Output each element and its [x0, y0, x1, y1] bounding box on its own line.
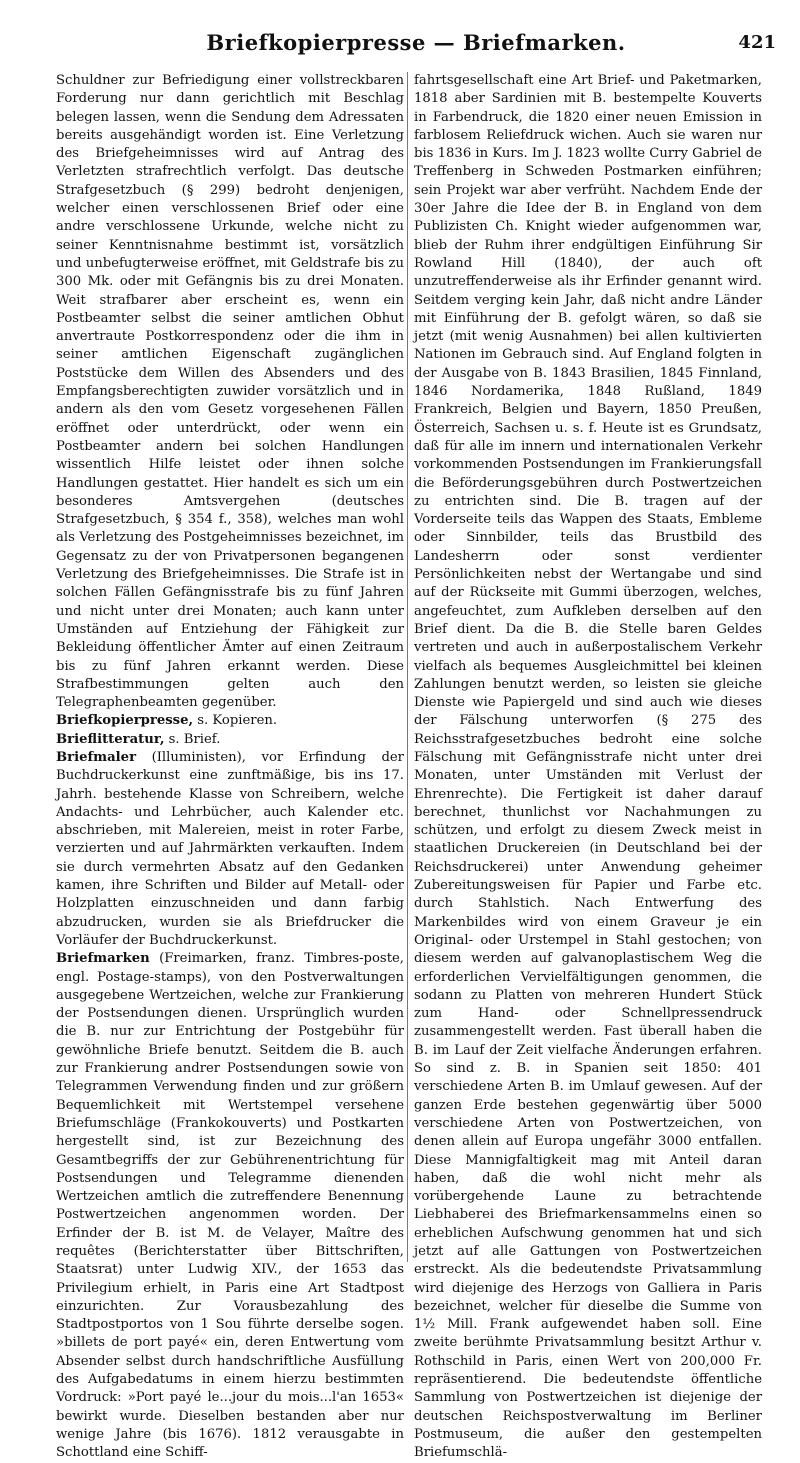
left-column	[56, 72, 404, 1461]
entry-briefmaler	[56, 749, 404, 950]
entry-brieflitteratur	[56, 731, 404, 749]
entry-briefmarken	[56, 950, 404, 1462]
running-title: Briefkopierpresse — Briefmarken.	[206, 30, 626, 55]
paragraph-briefgeheimnis: Schuldner zur Befriedigung einer vollstreckbaren Forderung nur dann gerichtlich mit Beschlag belegen lassen, wenn die Sendung dem Adressaten bereits ausgehändigt worden ist. Eine Verletzung des Briefgeheimnisses wird auf Antrag des Verletzten strafrechtlich verfolgt. Das deutsche Strafgesetzbuch (§ 299) bedroht denjenigen, welcher einen verschlossenen Brief oder eine andre verschlossene Urkunde, welche nicht zu seiner Kenntnisnahme bestimmt ist, vorsätzlich und unbefugterweise eröffnet, mit Geldstrafe bis zu 300 Mk. oder mit Gefängnis bis zu drei Monaten. Weit strafbarer aber erscheint es, wenn ein Postbeamter selbst die seiner amtlichen Obhut anvertraute Postkorrespondenz oder die ihm in seiner amtlichen Eigenschaft zugänglichen Poststücke dem Willen des Absenders und des Empfangsberechtigten zuwider vorsätzlich und in andern als den vom Gesetz vorgesehenen Fällen eröffnet oder unterdrückt, oder wenn ein Postbeamter andern bei solchen Handlungen wissentlich Hilfe leistet oder ihnen solche Handlungen gestattet. Hier handelt es sich um ein besonderes Amtsvergehen (deutsches Strafgesetzbuch, § 354 f., 358), welches man wohl als Verletzung des Postgeheimnisses bezeichnet, im Gegensatz zu der von Privatpersonen begangenen Verletzung des Briefgeheimnisses. Die Strafe ist in solchen Fällen Gefängnisstrafe bis zu fünf Jahren und nicht unter drei Monaten; auch kann unter Umständen auf Entziehung der Fähigkeit zur Bekleidung öffentlicher Ämter auf einen Zeitraum bis zu fünf Jahren erkannt werden. Diese Strafbestimmungen gelten auch den Telegraphenbeamten gegenüber.	[56, 73, 404, 711]
lemma-briefkopierpresse: Briefkopierpresse,	[56, 713, 194, 729]
entry-briefkopierpresse	[56, 712, 404, 730]
column-divider	[407, 72, 408, 1262]
page-header	[56, 30, 776, 64]
lemma-briefmarken: Briefmarken	[56, 951, 150, 967]
entry-text-briefmaler: (Illuministen), vor Erfindung der Buchdruckerkunst eine zunftmäßige, bis ins 17. Jahrh. bestehende Klasse von Schreibern, welche Andachts- und Lehrbücher, auch Kalender etc. abschrieben, mit Malereien, meist in roter Farbe, verzierten und auf Jahrmärkten verkauften. Indem sie durch vermehrten Absatz auf den Gedanken kamen, ihre Schriften und Bilder auf Metall- oder Holzplatten einzuschneiden und dann farbig abzudrucken, wurden sie als Briefdrucker die Vorläufer der Buchdruckerkunst.	[56, 749, 404, 948]
lemma-brieflitteratur: Brieflitteratur,	[56, 731, 165, 747]
lemma-briefmaler: Briefmaler	[56, 749, 137, 765]
entry-text-briefkopierpresse: s. Kopieren.	[193, 713, 278, 729]
right-column	[414, 72, 762, 1461]
page-number: 421	[738, 32, 776, 53]
paragraph-briefmarken-continued: fahrtsgesellschaft eine Art Brief- und Paketmarken, 1818 aber Sardinien mit B. bestempelte Kouverts in Farbendruck, die 1820 einer neuen Emission in farblosem Reliefdruck wichen. Auch sie waren nur bis 1836 in Kurs. Im J. 1823 wollte Curry Gabriel de Treffenberg in Schweden Postmarken einführen; sein Projekt war aber verfrüht. Nachdem Ende der 30er Jahre die Idee der B. in England von dem Publizisten Ch. Knight wieder aufgenommen war, blieb der Ruhm ihrer endgültigen Einführung Sir Rowland Hill (1840), der auch oft unzutreffenderweise als ihr Erfinder genannt wird. Seitdem verging kein Jahr, daß nicht andre Länder mit Einführung der B. gefolgt wären, so daß sie jetzt (mit wenig Ausnahmen) bei allen kultivierten Nationen im Gebrauch sind. Auf England folgten in der Ausgabe von B. 1843 Brasilien, 1845 Finnland, 1846 Nordamerika, 1848 Rußland, 1849 Frankreich, Belgien und Bayern, 1850 Preußen, Österreich, Sachsen u. s. f. Heute ist es Grundsatz, daß für alle im innern und internationalen Verkehr vorkommenden Postsendungen im Frankierungsfall die Beförderungsgebühren durch Postwertzeichen zu entrichten sind. Die B. tragen auf der Vorderseite teils das Wappen des Staats, Embleme oder Sinnbilder, teils das Brustbild des Landesherrn oder sonst verdienter Persönlichkeiten nebst der Wertangabe und sind auf der Rückseite mit Gummi überzogen, welches, angefeuchtet, zum Aufkleben derselben auf den Brief dient. Da die B. die Stelle baren Geldes vertreten und auch in außerpostalischem Verkehr vielfach als bequemes Ausgleichmittel bei kleinen Zahlungen benutzt werden, so leisten sie gleiche Dienste wie Papiergeld und sind auch wie dieses der Fälschung unterworfen (§ 275 des Reichsstrafgesetzbuches bedroht eine solche Fälschung mit Gefängnisstrafe nicht unter drei Monaten, unter Umständen mit Verlust der Ehrenrechte). Die Fertigkeit ist daher darauf berechnet, thunlichst vor Nachahmungen zu schützen, und erfolgt zu diesem Zweck meist in staatlichen Druckereien (in Deutschland bei der Reichsdruckerei) unter Anwendung geheimer Zubereitungsweisen für Papier und Farbe etc. durch Stahlstich. Nach Entwerfung des Markenbildes wird von einem Graveur je ein Original- oder Urstempel in Stahl gestochen; von diesem werden auf galvanoplastischem Weg die erforderlichen Vervielfältigungen genommen, die sodann zu Platten von mehreren Hundert Stück zum Hand- oder Schnellpressendruck zusammengestellt werden. Fast überall haben die B. im Lauf der Zeit vielfache Änderungen erfahren. So sind z. B. in Spanien seit 1850: 401 verschiedene Arten B. im Umlauf gewesen. Auf der ganzen Erde bestehen gegenwärtig über 5000 verschiedene Arten von Postwertzeichen, von denen allein auf Europa ungefähr 3000 entfallen. Diese Mannigfaltigkeit mag mit Anteil daran haben, daß die wohl nicht mehr als vorübergehende Laune zu betrachtende Liebhaberei des Briefmarkensammelns einen so erheblichen Aufschwung genommen hat und sich jetzt auf alle Gattungen von Postwertzeichen erstreckt. Als die bedeutendste Privatsammlung wird diejenige des Herzogs von Galliera in Paris bezeichnet, welcher für dieselbe die Summe von 1½ Mill. Frank aufgewendet haben soll. Eine zweite berühmte Privatsammlung besitzt Arthur v. Rothschild in Paris, einen Wert von 200,000 Fr. repräsentierend. Die bedeutendste öffentliche Sammlung von Postwertzeichen ist diejenige der deutschen Reichspostverwaltung im Berliner Postmuseum, die außer den gestempelten Briefumschlä-	[414, 73, 762, 1461]
entry-text-brieflitteratur: s. Brief.	[164, 731, 221, 747]
entry-text-briefmarken: (Freimarken, franz. Timbres-poste, engl. Postage-stamps), von den Postverwaltungen ausgegebene Wertzeichen, welche zur Frankierung der Postsendungen dienen. Ursprünglich wurden die B. nur zur Entrichtung der Postgebühr für gewöhnliche Briefe benutzt. Seitdem die B. auch zur Frankierung andrer Postsendungen sowie von Telegrammen Verwendung finden und zur größern Bequemlichkeit mit Wertstempel versehene Briefumschläge (Frankokouverts) und Postkarten hergestellt sind, ist zur Bezeichnung des Gesamtbegriffs der zur Gebührenentrichtung für Postsendungen und Telegramme dienenden Wertzeichen amtlich die zutreffendere Benennung Postwertzeichen angenommen worden. Der Erfinder der B. ist M. de Velayer, Maître des requêtes (Berichterstatter über Bittschriften, Staatsrat) unter Ludwig XIV., der 1653 das Privilegium erhielt, in Paris eine Art Stadtpost einzurichten. Zur Vorausbezahlung des Stadtpostportos von 1 Sou führte derselbe sogen. »billets de port payé« ein, deren Entwertung vom Absender selbst durch handschriftliche Ausfüllung des Aufgabedatums in einem hierzu bestimmten Vordruck: »Port payé le...jour du mois...l'an 1653« bewirkt wurde. Dieselben bestanden aber nur wenige Jahre (bis 1676). 1812 verausgabte in Schottland eine Schiff-	[56, 951, 404, 1461]
